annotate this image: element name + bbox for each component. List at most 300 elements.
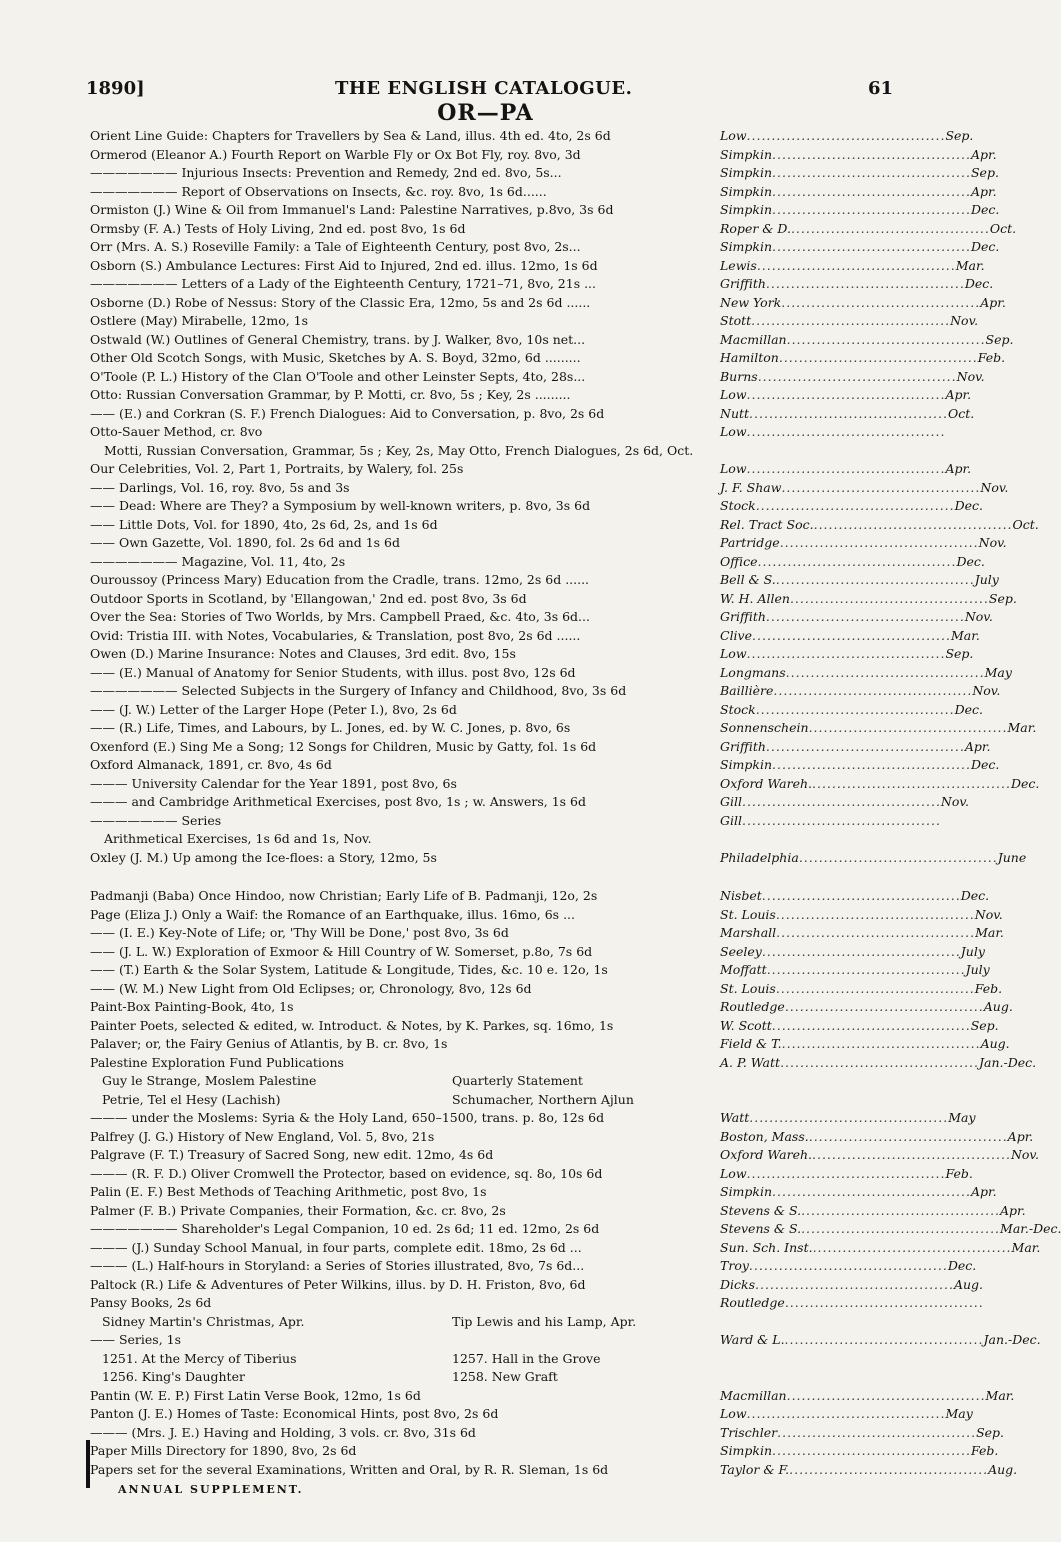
- entry-publisher: Lewis: [720, 257, 757, 273]
- entry-publisher-date: [716, 906, 1003, 925]
- entry-publisher: Low: [720, 1406, 747, 1421]
- entry-date: Jan.-Dec.: [979, 1054, 1037, 1070]
- entry-publisher: Field & T.: [720, 1036, 782, 1051]
- entry-title: ——— (J.) Sunday School Manual, in four parts, complete edit. 18mo, 2s 6d ...: [90, 1239, 582, 1255]
- catalogue-entry: [90, 1442, 999, 1461]
- entry-publisher-date: [716, 1017, 999, 1036]
- leader-dots: ........................................: [789, 1461, 989, 1477]
- catalogue-entry: [90, 1331, 1041, 1350]
- entry-title: Orr (Mrs. A. S.) Roseville Family: a Tale of Eighteenth Century, post 8vo, 2s...: [90, 239, 581, 254]
- entry-title: —— Series, 1s: [90, 1332, 182, 1347]
- leader-dots: ........................................: [772, 202, 971, 217]
- entry-title: Ostlere (May) Mirabelle, 12mo, 1s: [90, 313, 309, 328]
- catalogue-entry: [90, 664, 1012, 683]
- entry-publisher-date: [716, 294, 1006, 313]
- entry-publisher-date: [716, 164, 999, 183]
- catalogue-entry: [90, 627, 980, 646]
- leader-dots: ........................................: [779, 535, 979, 550]
- entry-publisher: Clive: [720, 627, 753, 643]
- entry-date: Nov.: [956, 368, 985, 384]
- entry-title: Page (Eliza J.) Only a Waif: the Romance of an Earthquake, illus. 16mo, 6s ...: [90, 906, 575, 922]
- entry-publisher-date: [716, 201, 1000, 220]
- entry-date: Nov.: [974, 906, 1003, 922]
- entry-date: Apr.: [970, 146, 997, 162]
- leader-dots: ........................................: [775, 906, 975, 922]
- entry-date: Dec.: [970, 757, 1000, 772]
- leader-dots: ........................................: [784, 1295, 984, 1310]
- catalogue-entry: [90, 906, 1003, 925]
- entry-publisher-date: [716, 664, 1012, 683]
- leader-dots: ........................................: [757, 553, 957, 569]
- catalogue-entry: [90, 608, 993, 627]
- catalogue-entry: [90, 1294, 984, 1313]
- entry-title: —— Own Gazette, Vol. 1890, fol. 2s 6d and 1s 6d: [90, 535, 401, 550]
- entry-title: ——————— Injurious Insects: Prevention and Remedy, 2nd ed. 8vo, 5s...: [90, 165, 562, 180]
- entry-date: Mar.: [985, 1387, 1015, 1403]
- entry-publisher: Watt: [720, 1110, 750, 1125]
- entry-title: ——— (Mrs. J. E.) Having and Holding, 3 vols. cr. 8vo, 31s 6d: [90, 1424, 476, 1440]
- catalogue-entry: [90, 1239, 1041, 1258]
- leader-dots: ........................................: [765, 276, 965, 291]
- entry-title: Painter Poets, selected & edited, w. Introduct. & Notes, by K. Parkes, sq. 16mo, 1s: [90, 1017, 614, 1033]
- entry-date: Dec.: [954, 498, 984, 513]
- entry-title: Over the Sea: Stories of Two Worlds, by Mrs. Campbell Praed, &c. 4to, 3s 6d...: [90, 609, 590, 624]
- series-item: Quarterly Statement: [452, 1073, 583, 1088]
- entry-date: Aug.: [953, 1276, 984, 1292]
- entry-publisher: Seeley: [720, 943, 762, 959]
- catalogue-entry: [90, 201, 1000, 220]
- leader-dots: ........................................: [746, 424, 946, 439]
- entry-publisher-date: [716, 1276, 984, 1295]
- entries-list: [90, 127, 1061, 1479]
- entry-publisher-date: [716, 1146, 1039, 1165]
- entry-publisher-date: [716, 1405, 973, 1424]
- leader-dots: ........................................: [785, 664, 985, 680]
- entry-publisher-date: [716, 257, 985, 276]
- series-note: Arithmetical Exercises, 1s 6d and 1s, Nov.: [104, 831, 372, 846]
- entry-date: Mar.: [1007, 720, 1037, 735]
- entry-date: Mar.-Dec.: [1000, 1221, 1061, 1236]
- entry-publisher-date: [716, 1202, 1026, 1221]
- entry-publisher: Stott: [720, 313, 752, 328]
- entry-date: Apr.: [980, 294, 1006, 310]
- catalogue-entry: [90, 1035, 1010, 1054]
- catalogue-entry: [90, 312, 979, 331]
- leader-dots: ........................................: [746, 128, 946, 143]
- entry-date: Mar.: [975, 925, 1004, 940]
- entry-publisher-date: [716, 645, 974, 664]
- catalogue-entry: [90, 275, 994, 294]
- entry-title: ——————— Shareholder's Legal Companion, 10 ed. 2s 6d; 11 ed. 12mo, 2s 6d: [90, 1221, 600, 1236]
- entry-publisher: Stevens & S.: [720, 1202, 802, 1218]
- entry-publisher-date: [716, 887, 990, 906]
- entry-publisher: J. F. Shaw: [720, 479, 782, 495]
- entry-publisher-date: [716, 1424, 1005, 1443]
- catalogue-entry: [90, 1424, 1005, 1443]
- margin-bar: [86, 1440, 90, 1488]
- entry-date: Dec.: [970, 239, 1000, 254]
- entry-publisher-date: [716, 719, 1037, 738]
- entry-date: May: [948, 1110, 976, 1125]
- entry-title: Palin (E. F.) Best Methods of Teaching Arithmetic, post 8vo, 1s: [90, 1184, 487, 1199]
- entry-date: Mar.: [1011, 1239, 1041, 1255]
- entry-title: Pansy Books, 2s 6d: [90, 1295, 212, 1310]
- catalogue-entry: [90, 887, 990, 906]
- entry-publisher: Longmans: [720, 664, 786, 680]
- leader-dots: ........................................: [778, 350, 978, 365]
- entry-publisher: Moffatt: [720, 962, 767, 977]
- entry-publisher: Boston, Mass.: [720, 1128, 809, 1144]
- catalogue-entry: [90, 183, 997, 202]
- leader-dots: ........................................: [761, 888, 961, 903]
- catalogue-entry: [90, 497, 984, 516]
- entry-title: Palaver; or, the Fairy Genius of Atlantis, by B. cr. 8vo, 1s: [90, 1036, 448, 1051]
- catalogue-entry: [90, 571, 999, 590]
- entry-date: Mar.: [955, 257, 985, 273]
- entry-title: Panton (J. E.) Homes of Taste: Economical Hints, post 8vo, 2s 6d: [90, 1406, 499, 1421]
- entry-publisher: Low: [720, 461, 747, 476]
- leader-dots: ........................................: [777, 1424, 977, 1440]
- entry-publisher-date: [716, 793, 969, 812]
- leader-dots: ........................................: [755, 701, 955, 717]
- entry-title: Oxford Almanack, 1891, cr. 8vo, 4s 6d: [90, 757, 332, 772]
- entry-title: —— Dead: Where are They? a Symposium by well-known writers, p. 8vo, 3s 6d: [90, 498, 591, 513]
- entry-date: Apr.: [964, 738, 991, 754]
- entry-title: O'Toole (P. L.) History of the Clan O'Toole and other Leinster Septs, 4to, 28s...: [90, 368, 586, 384]
- entry-publisher-date: [716, 812, 941, 831]
- leader-dots: ........................................: [765, 609, 965, 624]
- entry-title: Palestine Exploration Fund Publications: [90, 1054, 344, 1070]
- entry-publisher: Stevens & S.: [720, 1221, 802, 1236]
- entry-publisher: Sun. Sch. Inst.: [720, 1239, 813, 1255]
- series-item: Tip Lewis and his Lamp, Apr.: [452, 1313, 637, 1329]
- catalogue-entry: [90, 257, 985, 276]
- entry-title: Other Old Scotch Songs, with Music, Sketches by A. S. Boyd, 32mo, 6d .........: [90, 350, 581, 365]
- catalogue-entry: [90, 1257, 977, 1276]
- leader-dots: ........................................: [746, 387, 946, 402]
- series-item: 1257. Hall in the Grove: [452, 1350, 601, 1366]
- entry-publisher: W. Scott: [720, 1017, 772, 1033]
- entry-publisher: Roper & D.: [720, 220, 791, 236]
- entry-title: —— (T.) Earth & the Solar System, Latitude & Longitude, Tides, &c. 10 e. 12o, 1s: [90, 962, 608, 977]
- catalogue-entry: [90, 980, 1003, 999]
- entry-date: Nov.: [940, 794, 969, 809]
- entry-publisher: Low: [720, 1165, 747, 1181]
- catalogue-entry: [90, 1461, 1018, 1480]
- entry-date: July: [974, 572, 999, 587]
- entry-publisher: Simpkin: [720, 183, 773, 199]
- entry-date: Mar.: [950, 627, 980, 643]
- catalogue-entry: [90, 1054, 1037, 1073]
- entry-publisher-date: [716, 238, 1000, 257]
- entry-title: Pantin (W. E. P.) First Latin Verse Book, 12mo, 1s 6d: [90, 1387, 421, 1403]
- entry-date: Apr.: [970, 1184, 997, 1199]
- catalogue-entry: [90, 1183, 997, 1202]
- entry-publisher: Burns: [720, 368, 758, 384]
- catalogue-entry: [90, 1165, 973, 1184]
- entry-title: —— (R.) Life, Times, and Labours, by L. Jones, ed. by W. C. Jones, p. 8vo, 6s: [90, 720, 571, 735]
- entry-date: Sep.: [988, 590, 1017, 606]
- catalogue-entry: [90, 1128, 1034, 1147]
- catalogue-entry: [90, 1109, 976, 1128]
- entry-date: Feb.: [974, 980, 1003, 996]
- entry-title: —— (E.) Manual of Anatomy for Senior Students, with illus. post 8vo, 12s 6d: [90, 664, 576, 680]
- leader-dots: ........................................: [772, 146, 971, 162]
- series-pair: [90, 1313, 880, 1332]
- catalogue-entry: [90, 368, 985, 387]
- catalogue-entry: [90, 1405, 973, 1424]
- entry-date: Nov.: [972, 683, 1001, 698]
- entry-publisher: Nisbet: [720, 888, 762, 903]
- entry-publisher: Low: [720, 128, 747, 143]
- entry-publisher: Low: [720, 646, 747, 661]
- entry-title: Our Celebrities, Vol. 2, Part 1, Portraits, by Walery, fol. 25s: [90, 461, 464, 476]
- entry-publisher-date: [716, 1109, 976, 1128]
- entry-publisher-date: [716, 1220, 1061, 1239]
- entry-title: ——————— Letters of a Lady of the Eighteenth Century, 1721–71, 8vo, 21s ...: [90, 276, 597, 291]
- series-item: Petrie, Tel el Hesy (Lachish): [102, 1091, 281, 1107]
- entry-publisher: Philadelphia: [720, 849, 799, 865]
- entry-publisher: Sonnenschein: [720, 720, 809, 735]
- leader-dots: ........................................: [772, 239, 971, 254]
- leader-dots: ........................................: [771, 1017, 971, 1033]
- entry-title: Paint-Box Painting-Book, 4to, 1s: [90, 999, 294, 1014]
- header-title: THE ENGLISH CATALOGUE.: [335, 78, 633, 99]
- series-note: Motti, Russian Conversation, Grammar, 5s ; Key, 2s, May Otto, French Dialogues, 2s 6d, Oct.: [104, 442, 694, 458]
- entry-publisher: Rel. Tract Soc.: [720, 516, 814, 532]
- entry-publisher-date: [716, 756, 1000, 775]
- entry-date: Nov.: [950, 313, 979, 328]
- entry-publisher: Simpkin: [720, 146, 773, 162]
- leader-dots: ........................................: [772, 1443, 971, 1458]
- leader-dots: ........................................: [756, 257, 956, 273]
- entry-title: —— Darlings, Vol. 16, roy. 8vo, 5s and 3s: [90, 479, 350, 495]
- catalogue-entry: [90, 682, 1001, 701]
- leader-dots: ........................................: [786, 1387, 986, 1403]
- catalogue-entry: [90, 1017, 999, 1036]
- entry-publisher-date: [716, 571, 999, 590]
- leader-dots: ........................................: [801, 1202, 1001, 1218]
- entry-publisher-date: [716, 220, 1017, 239]
- entry-date: Nov.: [964, 609, 993, 624]
- catalogue-entry: [90, 738, 991, 757]
- series-pair: [90, 1072, 880, 1091]
- entry-publisher-date: [716, 1294, 984, 1313]
- entry-publisher: Stock: [720, 701, 756, 717]
- entry-date: Sep.: [970, 1017, 999, 1033]
- entry-title: —— (J. L. W.) Exploration of Exmoor & Hill Country of W. Somerset, p.8o, 7s 6d: [90, 943, 593, 959]
- catalogue-entry: [90, 1220, 1061, 1239]
- entry-publisher-date: [716, 1442, 999, 1461]
- entry-publisher: Baillière: [720, 683, 774, 698]
- entry-date: Jan.-Dec.: [983, 1332, 1041, 1347]
- catalogue-entry: [90, 775, 1040, 794]
- leader-dots: ........................................: [749, 1110, 949, 1125]
- series-pair: [90, 1350, 880, 1369]
- catalogue-entry: [90, 516, 1039, 535]
- entry-publisher-date: [716, 1035, 1010, 1054]
- entry-date: Nov.: [978, 535, 1007, 550]
- catalogue-entry: [90, 701, 984, 720]
- entry-title: Orient Line Guide: Chapters for Travellers by Sea & Land, illus. 4th ed. 4to, 2s 6d: [90, 128, 611, 143]
- leader-dots: ........................................: [752, 627, 951, 643]
- catalogue-entry: [90, 719, 1037, 738]
- entry-publisher-date: [716, 627, 980, 646]
- entry-publisher-date: [716, 127, 974, 146]
- leader-dots: ........................................: [812, 1147, 1011, 1162]
- leader-dots: ........................................: [772, 183, 971, 199]
- entry-publisher: Dicks: [720, 1276, 756, 1292]
- entry-title: ——— (L.) Half-hours in Storyland: a Series of Stories illustrated, 8vo, 7s 6d...: [90, 1258, 585, 1273]
- entry-publisher-date: [716, 275, 994, 294]
- catalogue-entry: [90, 405, 975, 424]
- entry-publisher-date: [716, 479, 1009, 498]
- section-heading: OR—PA: [437, 100, 534, 126]
- entry-publisher-date: [716, 460, 972, 479]
- entry-publisher: Office: [720, 553, 758, 569]
- entry-date: Sep.: [985, 331, 1014, 347]
- catalogue-entry: [90, 164, 999, 183]
- entry-publisher-date: [716, 386, 972, 405]
- entry-title: Ovid: Tristia III. with Notes, Vocabularies, & Translation, post 8vo, 2s 6d ......: [90, 627, 581, 643]
- entry-title: ——— under the Moslems: Syria & the Holy Land, 650–1500, trans. p. 8o, 12s 6d: [90, 1110, 605, 1125]
- entry-publisher: Simpkin: [720, 1443, 773, 1458]
- entry-publisher: Simpkin: [720, 1184, 773, 1199]
- series-item: 1256. King's Daughter: [102, 1369, 245, 1384]
- entry-title: ——————— Selected Subjects in the Surgery of Infancy and Childhood, 8vo, 3s 6d: [90, 683, 627, 698]
- entry-publisher-date: [716, 590, 1017, 609]
- leader-dots: ........................................: [757, 368, 957, 384]
- leader-dots: ........................................: [812, 775, 1011, 791]
- catalogue-entry: [90, 479, 1009, 498]
- catalogue-entry: [90, 943, 985, 962]
- entry-date: Feb.: [977, 350, 1006, 365]
- entry-title: Palgrave (F. T.) Treasury of Sacred Song, new edit. 12mo, 4s 6d: [90, 1147, 494, 1162]
- entry-publisher: Macmillan: [720, 331, 787, 347]
- entry-publisher-date: [716, 1257, 977, 1276]
- catalogue-entry: [90, 924, 1004, 943]
- leader-dots: ........................................: [761, 943, 961, 959]
- catalogue-entry: [90, 1387, 1015, 1406]
- catalogue-entry: [90, 294, 1006, 313]
- entry-publisher: Griffith: [720, 276, 766, 291]
- entry-publisher: Low: [720, 387, 747, 402]
- entry-publisher-date: [716, 943, 985, 962]
- entry-publisher-date: [716, 1461, 1018, 1480]
- entry-date: Feb.: [970, 1443, 999, 1458]
- leader-dots: ........................................: [772, 1184, 971, 1199]
- entry-publisher: Ward & L.: [720, 1332, 785, 1347]
- leader-dots: ........................................: [784, 999, 984, 1014]
- entry-publisher: St. Louis: [720, 906, 776, 922]
- entry-title: ——————— Report of Observations on Insects, &c. roy. 8vo, 1s 6d......: [90, 183, 547, 199]
- entry-publisher: Hamilton: [720, 350, 779, 365]
- entry-publisher: Simpkin: [720, 165, 773, 180]
- catalogue-entry: [90, 590, 1017, 609]
- leader-dots: ........................................: [772, 165, 971, 180]
- leader-dots: ........................................: [755, 1276, 954, 1292]
- entry-date: May: [984, 664, 1012, 680]
- entry-date: Sep.: [945, 128, 974, 143]
- entry-date: Dec.: [954, 701, 984, 717]
- entry-title: ——— and Cambridge Arithmetical Exercises, post 8vo, 1s ; w. Answers, 1s 6d: [90, 794, 586, 809]
- entry-publisher-date: [716, 738, 991, 757]
- entry-date: Dec.: [956, 553, 985, 569]
- entry-publisher-date: [716, 1054, 1037, 1073]
- entry-publisher-date: [716, 516, 1039, 535]
- leader-dots: ........................................: [755, 498, 955, 513]
- entry-publisher: Gill: [720, 794, 742, 809]
- entry-title: ——— University Calendar for the Year 1891, post 8vo, 6s: [90, 775, 457, 791]
- entry-publisher: Bell & S.: [720, 572, 776, 587]
- entry-publisher-date: [716, 331, 1014, 350]
- entry-publisher: St. Louis: [720, 980, 776, 996]
- entry-date: Sep.: [945, 646, 974, 661]
- entry-title: Ormiston (J.) Wine & Oil from Immanuel's Land: Palestine Narratives, p.8vo, 3s 6d: [90, 202, 614, 217]
- leader-dots: ........................................: [801, 1221, 1001, 1236]
- leader-dots: ........................................: [786, 331, 986, 347]
- entry-title: Otto-Sauer Method, cr. 8vo: [90, 424, 263, 439]
- entry-publisher-date: [716, 1183, 997, 1202]
- leader-dots: ........................................: [741, 812, 941, 828]
- entry-title: —— (W. M.) New Light from Old Eclipses; or, Chronology, 8vo, 12s 6d: [90, 980, 532, 996]
- entry-publisher-date: [716, 608, 993, 627]
- entry-publisher: A. P. Watt: [720, 1054, 781, 1070]
- entry-date: Dec.: [970, 202, 1000, 217]
- catalogue-entry: [90, 1146, 1039, 1165]
- entry-publisher-date: [716, 701, 984, 720]
- entry-publisher-date: [716, 183, 997, 202]
- entry-title: Otto: Russian Conversation Grammar, by P. Motti, cr. 8vo, 5s ; Key, 2s .........: [90, 387, 571, 402]
- catalogue-entry: [90, 553, 985, 572]
- entry-publisher: Oxford Wareh.: [720, 1147, 813, 1162]
- entry-publisher: Taylor & F.: [720, 1461, 790, 1477]
- entry-title: Osborn (S.) Ambulance Lectures: First Aid to Injured, 2nd ed. illus. 12mo, 1s 6d: [90, 257, 598, 273]
- leader-dots: ........................................: [775, 980, 975, 996]
- catalogue-entry: [90, 645, 974, 664]
- entry-publisher: Simpkin: [720, 202, 773, 217]
- entry-title: ——— (R. F. D.) Oliver Cromwell the Protector, based on evidence, sq. 8o, 10s 6d: [90, 1165, 603, 1181]
- entry-publisher: Stock: [720, 498, 756, 513]
- catalogue-entry: [90, 849, 1027, 868]
- entry-publisher: Low: [720, 424, 747, 439]
- entry-date: Apr.: [1007, 1128, 1034, 1144]
- entry-publisher: Oxford Wareh.: [720, 775, 813, 791]
- leader-dots: ........................................: [781, 294, 981, 310]
- entry-publisher-date: [716, 1128, 1034, 1147]
- leader-dots: ........................................: [746, 1406, 946, 1421]
- entry-publisher-date: [716, 980, 1003, 999]
- catalogue-entry: [90, 534, 1007, 553]
- entry-title: Ormerod (Eleanor A.) Fourth Report on Warble Fly or Ox Bot Fly, roy. 8vo, 3d: [90, 146, 581, 162]
- entry-title: Oxenford (E.) Sing Me a Song; 12 Songs for Children, Music by Gatty, fol. 1s 6d: [90, 738, 597, 754]
- leader-dots: ........................................: [780, 1054, 979, 1070]
- entry-publisher: Routledge: [720, 999, 785, 1014]
- entry-publisher: New York: [720, 294, 782, 310]
- catalogue-entry: [90, 961, 990, 980]
- entry-publisher-date: [716, 1387, 1015, 1406]
- leader-dots: ........................................: [746, 646, 946, 661]
- leader-dots: ........................................: [808, 720, 1008, 735]
- catalogue-entry: [90, 756, 1000, 775]
- entry-date: Dec.: [1010, 775, 1040, 791]
- entry-date: Dec.: [964, 276, 994, 291]
- entry-date: Dec.: [960, 888, 990, 903]
- entry-publisher-date: [716, 553, 985, 572]
- leader-dots: ........................................: [741, 794, 941, 809]
- entry-publisher: Gill: [720, 812, 742, 828]
- series-item: 1258. New Graft: [452, 1369, 558, 1384]
